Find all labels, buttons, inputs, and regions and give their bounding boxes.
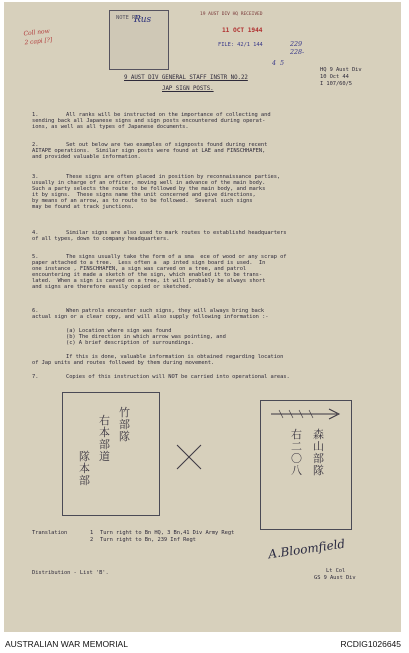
file-reference: FILE: 42/1 144 (218, 42, 263, 48)
sign-text-column: 竹 部 隊 (119, 406, 130, 443)
para-5-line: lated. When a sign is carved on a tree, it will probably be always short (32, 278, 266, 284)
handwritten-marks: 4 5 (272, 59, 284, 67)
para-1-line: sending back all Japanese signs and sign posts encountered during operat- (32, 118, 266, 124)
translation-item: Turn right to Bn HQ, 3 Bn,41 Div Army Regt (100, 530, 235, 536)
cross-mark-icon (174, 442, 204, 472)
sign-text-column: 隊 本 部 (79, 450, 90, 487)
para-5-line: paper attached to a tree. Less often a ap inted sign board is used. In (32, 260, 266, 266)
para-3-line: by means of an arrow, as to route to be followed. Several such signs (32, 198, 253, 204)
para-4-line: of all types, down to company headquarters. (32, 236, 170, 242)
para-7-text: Copies of this instruction will NOT be carried into operational areas. (66, 374, 290, 380)
para-3-line: usually in charge of an officer, moving well in advance of the main body. (32, 180, 266, 186)
para-2-line: and provided valuable information. (32, 154, 141, 160)
received-stamp-header: 19 AUST DIV HQ RECEIVED (200, 12, 263, 17)
routing-note-text: NOTE Rec (116, 15, 142, 21)
para-5-line: one instance , FINSCHHAFEN, a sign was carved on a tree, and patrol (32, 266, 247, 272)
para-6-line: actual sign or a clear copy, and will also supply following information :- (32, 314, 269, 320)
signatory-role: GS 9 Aust Div (314, 575, 356, 581)
sign-text-column: 右 本 部 道 (99, 414, 110, 463)
sign-text-column: 森 山 部 隊 (313, 428, 324, 477)
translation-item: Turn right to Bn, 239 Inf Regt (100, 537, 196, 543)
distribution-line: Distribution - List 'B'. (32, 570, 109, 576)
para-1-number: 1. (32, 112, 39, 118)
document-page (4, 2, 401, 632)
para-5-line: encountering it made a sketch of the sign, which enabled it to be trans- (32, 272, 263, 278)
para-2-number: 2. (32, 142, 39, 148)
para-6-tail-line: If this is done, valuable information is obtained regarding location (66, 354, 284, 360)
translation-item-number: 1 (90, 530, 94, 536)
signatory-rank: Lt Col (326, 568, 346, 574)
document-title: 9 AUST DIV GENERAL STAFF INSTR NO.22 (124, 75, 248, 81)
handwritten-initials: Rus (134, 15, 152, 25)
sign-text-column: 右 二 〇 八 (291, 428, 302, 477)
info-item: (a) Location where sign was found (66, 328, 172, 334)
header-ref-3: I 107/60/5 (320, 81, 352, 87)
para-1-line: ions, as well as all types of Japanese documents. (32, 124, 189, 130)
para-3-number: 3. (32, 174, 39, 180)
para-4-line: Similar signs are also used to mark routes to establishd headquarters (66, 230, 287, 236)
header-ref-2: 10 Oct 44 (320, 74, 349, 80)
para-6-number: 6. (32, 308, 39, 314)
translation-label: Translation (32, 530, 68, 536)
para-3-line: These signs are often placed in position by reconnaissance parties, (66, 174, 281, 180)
received-stamp (198, 8, 276, 60)
para-6-line: When patrols encounter such signs, they will always bring back (66, 308, 265, 314)
signature: A.Bloomfield (267, 536, 346, 562)
archive-name: AUSTRALIAN WAR MEMORIAL (5, 639, 128, 649)
routing-note-box (109, 10, 169, 70)
info-item: (b) The direction in which arrow was pointing, and (66, 334, 226, 340)
para-1-line: All ranks will be instructed on the importance of collecting and (66, 112, 271, 118)
document-subtitle: JAP SIGN POSTS. (162, 86, 214, 92)
arrow-right-icon (269, 407, 345, 421)
para-4-number: 4. (32, 230, 39, 236)
sign-sketch-right (260, 400, 352, 530)
sign-sketch-left (62, 392, 160, 516)
para-5-line: and signs are therefore easily copied or sketched. (32, 284, 192, 290)
archive-footer (0, 634, 409, 653)
handwritten-note: Coll now 2 capi [?] (23, 27, 53, 47)
archive-id: RCDIG1026645 (340, 639, 401, 649)
translation-item-number: 2 (90, 537, 94, 543)
para-7-number: 7. (32, 374, 39, 380)
para-5-line: The signs usually take the form of a sma ece of wood or any scrap of (66, 254, 287, 260)
para-6-tail-line: of Jap units and routes followed by them during movement. (32, 360, 215, 366)
handwritten-numbers: 229 228- (290, 40, 305, 56)
para-5-number: 5. (32, 254, 39, 260)
info-item: (c) A brief description of surroundings. (66, 340, 194, 346)
para-2-line: AITAPE operations. Similar sign posts were found at LAE and FINSCHHAFEN, (32, 148, 266, 154)
header-ref-1: HQ 9 Aust Div (320, 67, 362, 73)
para-3-line: may be found at track junctions. (32, 204, 135, 210)
para-3-line: Such a party selects the route to be followed by the main body, and marks (32, 186, 266, 192)
para-2-line: Set out below are two examples of signposts found during recent (66, 142, 268, 148)
para-3-line: it by signs. These signs name the unit concerned and give directions, (32, 192, 256, 198)
received-date: 11 OCT 1944 (222, 27, 263, 34)
